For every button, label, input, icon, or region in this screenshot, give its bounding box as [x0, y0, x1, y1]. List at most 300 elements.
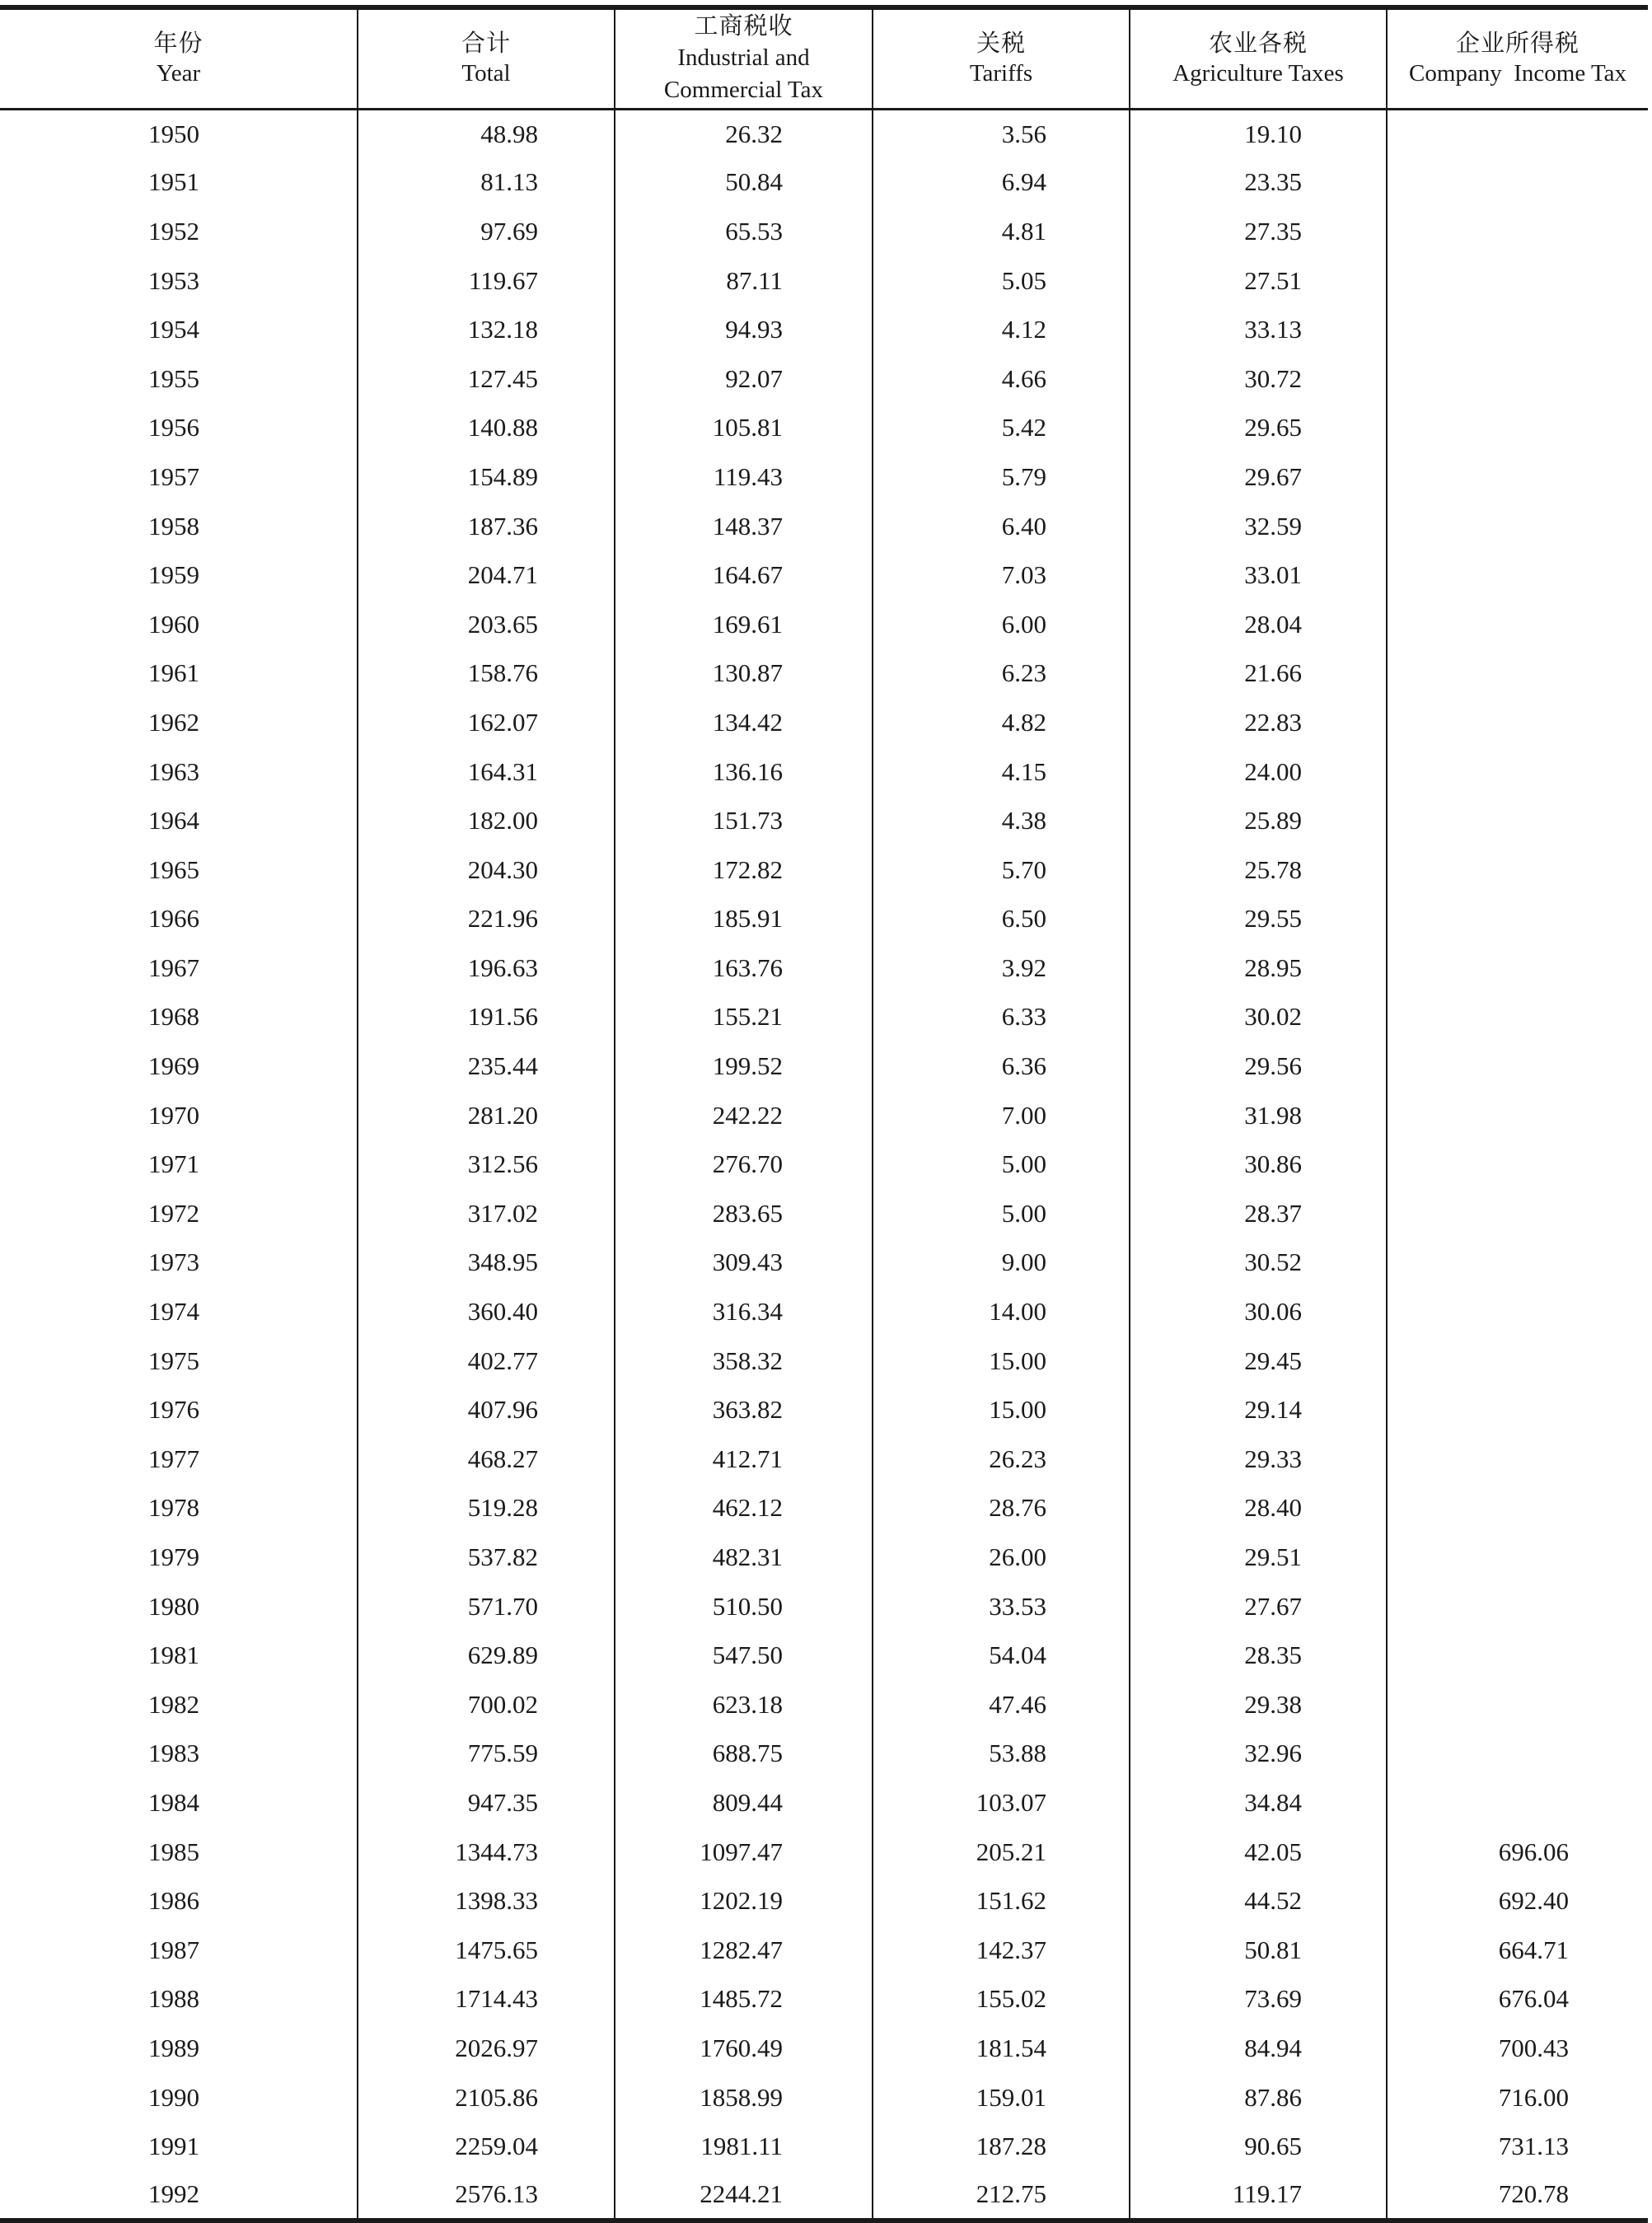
- company-income-tax-cell: [1387, 305, 1648, 354]
- tariffs-cell: 4.66: [873, 354, 1130, 404]
- tariffs-cell: 142.37: [873, 1926, 1130, 1975]
- agriculture-taxes-cell: 21.66: [1130, 649, 1387, 699]
- total-cell: 182.00: [358, 796, 615, 845]
- industrial-commercial-tax-cell: 105.81: [615, 404, 873, 453]
- industrial-commercial-tax-cell: 316.34: [615, 1287, 873, 1336]
- company-income-tax-cell: [1387, 452, 1648, 502]
- company-income-tax-cell: [1387, 1729, 1648, 1779]
- industrial-commercial-tax-cell: 688.75: [615, 1729, 873, 1779]
- company-income-tax-cell: [1387, 1582, 1648, 1631]
- tariffs-cell: 5.79: [873, 452, 1130, 502]
- tariffs-cell: 4.12: [873, 305, 1130, 354]
- year-cell: 1979: [148, 1542, 199, 1572]
- header-tariffs-en: Tariffs: [969, 60, 1033, 87]
- table-row: [0, 1385, 1648, 1434]
- agriculture-taxes-cell: 29.45: [1130, 1336, 1387, 1386]
- industrial-commercial-tax-cell: 482.31: [615, 1533, 873, 1582]
- agriculture-taxes-cell: 30.86: [1130, 1140, 1387, 1189]
- table-row: [0, 1533, 1648, 1582]
- tariffs-cell: 26.23: [873, 1434, 1130, 1484]
- agriculture-taxes-cell: 119.17: [1130, 2171, 1387, 2221]
- total-cell: 119.67: [358, 256, 615, 306]
- table-row: [0, 845, 1648, 895]
- company-income-tax-cell: 676.04: [1387, 1975, 1648, 2024]
- year-cell: 1973: [148, 1247, 199, 1277]
- year-cell: 1987: [148, 1935, 199, 1964]
- company-income-tax-cell: [1387, 943, 1648, 993]
- year-cell: 1990: [148, 2082, 199, 2112]
- tariffs-cell: 103.07: [873, 1778, 1130, 1828]
- tariffs-cell: 7.00: [873, 1091, 1130, 1140]
- agriculture-taxes-cell: 33.01: [1130, 550, 1387, 600]
- total-cell: 221.96: [358, 895, 615, 944]
- tariffs-cell: 14.00: [873, 1287, 1130, 1336]
- year-cell: 1963: [148, 756, 199, 786]
- table-row: [0, 1828, 1648, 1877]
- company-income-tax-cell: 716.00: [1387, 2073, 1648, 2122]
- agriculture-taxes-cell: 44.52: [1130, 1876, 1387, 1926]
- tariffs-cell: 187.28: [873, 2122, 1130, 2171]
- industrial-commercial-tax-cell: 363.82: [615, 1385, 873, 1434]
- total-cell: 1714.43: [358, 1975, 615, 2024]
- header-agriculture-taxes-en: Agriculture Taxes: [1172, 60, 1344, 87]
- industrial-commercial-tax-cell: 358.32: [615, 1336, 873, 1386]
- tariffs-cell: 53.88: [873, 1729, 1130, 1779]
- industrial-commercial-tax-cell: 119.43: [615, 452, 873, 502]
- industrial-commercial-tax-cell: 134.42: [615, 698, 873, 747]
- total-cell: 132.18: [358, 305, 615, 354]
- total-cell: 317.02: [358, 1189, 615, 1238]
- table-header: [0, 7, 1648, 109]
- total-cell: 1344.73: [358, 1828, 615, 1877]
- table-row: [0, 2073, 1648, 2122]
- tariffs-cell: 33.53: [873, 1582, 1130, 1631]
- total-cell: 196.63: [358, 943, 615, 993]
- tariffs-cell: 181.54: [873, 2024, 1130, 2073]
- year-cell: 1956: [148, 413, 199, 442]
- year-cell: 1989: [148, 2033, 199, 2062]
- total-cell: 2105.86: [358, 2073, 615, 2122]
- company-income-tax-cell: [1387, 404, 1648, 453]
- total-cell: 519.28: [358, 1484, 615, 1533]
- agriculture-taxes-cell: 50.81: [1130, 1926, 1387, 1975]
- year-cell: 1958: [148, 511, 199, 541]
- tariffs-cell: 159.01: [873, 2073, 1130, 2122]
- total-cell: 407.96: [358, 1385, 615, 1434]
- tariffs-cell: 212.75: [873, 2171, 1130, 2221]
- company-income-tax-cell: [1387, 354, 1648, 404]
- header-year-zh: 年份: [153, 28, 204, 57]
- header-company-income-tax-zh: 企业所得税: [1455, 28, 1579, 57]
- tariffs-cell: 6.36: [873, 1041, 1130, 1091]
- year-cell: 1962: [148, 707, 199, 737]
- header-industrial-commercial-tax: [615, 7, 873, 109]
- total-cell: 187.36: [358, 502, 615, 551]
- year-cell: 1953: [148, 265, 199, 295]
- company-income-tax-cell: [1387, 1434, 1648, 1484]
- table-row: [0, 1582, 1648, 1631]
- company-income-tax-cell: [1387, 1631, 1648, 1680]
- tariffs-cell: 5.70: [873, 845, 1130, 895]
- industrial-commercial-tax-cell: 412.71: [615, 1434, 873, 1484]
- agriculture-taxes-cell: 24.00: [1130, 747, 1387, 797]
- agriculture-taxes-cell: 42.05: [1130, 1828, 1387, 1877]
- industrial-commercial-tax-cell: 1981.11: [615, 2122, 873, 2171]
- agriculture-taxes-cell: 28.35: [1130, 1631, 1387, 1680]
- agriculture-taxes-cell: 29.38: [1130, 1680, 1387, 1729]
- total-cell: 2259.04: [358, 2122, 615, 2171]
- agriculture-taxes-cell: 22.83: [1130, 698, 1387, 747]
- total-cell: 204.71: [358, 550, 615, 600]
- header-agriculture-taxes: [1130, 7, 1387, 109]
- table-row: [0, 1041, 1648, 1091]
- total-cell: 1475.65: [358, 1926, 615, 1975]
- year-cell: 1965: [148, 854, 199, 884]
- total-cell: 191.56: [358, 993, 615, 1042]
- header-tariffs: [873, 7, 1130, 109]
- agriculture-taxes-cell: 28.40: [1130, 1484, 1387, 1533]
- agriculture-taxes-cell: 29.67: [1130, 452, 1387, 502]
- header-total-zh: 合计: [461, 28, 511, 57]
- total-cell: 312.56: [358, 1140, 615, 1189]
- year-cell: 1970: [148, 1100, 199, 1130]
- industrial-commercial-tax-cell: 1858.99: [615, 2073, 873, 2122]
- company-income-tax-cell: [1387, 502, 1648, 551]
- agriculture-taxes-cell: 25.89: [1130, 796, 1387, 845]
- total-cell: 348.95: [358, 1238, 615, 1288]
- header-row: [0, 7, 1648, 109]
- agriculture-taxes-cell: 29.33: [1130, 1434, 1387, 1484]
- table-row: [0, 404, 1648, 453]
- year-cell: 1954: [148, 315, 199, 344]
- table-row: [0, 1484, 1648, 1533]
- table-row: [0, 354, 1648, 404]
- tariffs-cell: 6.50: [873, 895, 1130, 944]
- company-income-tax-cell: 692.40: [1387, 1876, 1648, 1926]
- table-row: [0, 943, 1648, 993]
- year-cell: 1983: [148, 1739, 199, 1768]
- table-row: [0, 649, 1648, 699]
- table-row: [0, 256, 1648, 306]
- total-cell: 154.89: [358, 452, 615, 502]
- total-cell: 158.76: [358, 649, 615, 699]
- tax-revenue-table: [0, 5, 1648, 2223]
- total-cell: 127.45: [358, 354, 615, 404]
- table-row: [0, 1778, 1648, 1828]
- agriculture-taxes-cell: 27.51: [1130, 256, 1387, 306]
- industrial-commercial-tax-cell: 1282.47: [615, 1926, 873, 1975]
- year-cell: 1975: [148, 1346, 199, 1375]
- table-row: [0, 1238, 1648, 1288]
- agriculture-taxes-cell: 28.95: [1130, 943, 1387, 993]
- year-cell: 1992: [0, 2171, 358, 2221]
- total-cell: 360.40: [358, 1287, 615, 1336]
- year-cell: 1951: [148, 167, 199, 197]
- company-income-tax-cell: 720.78: [1387, 2171, 1648, 2221]
- company-income-tax-cell: [1387, 109, 1648, 158]
- year-cell: 1981: [148, 1640, 199, 1670]
- company-income-tax-cell: [1387, 1287, 1648, 1336]
- year-cell: 1961: [148, 658, 199, 688]
- company-income-tax-cell: 731.13: [1387, 2122, 1648, 2171]
- year-cell: 1972: [148, 1198, 199, 1228]
- year-cell: 1955: [148, 363, 199, 393]
- agriculture-taxes-cell: 34.84: [1130, 1778, 1387, 1828]
- tariffs-cell: 15.00: [873, 1336, 1130, 1386]
- agriculture-taxes-cell: 23.35: [1130, 158, 1387, 208]
- total-cell: 1398.33: [358, 1876, 615, 1926]
- table-row: [0, 600, 1648, 649]
- tariffs-cell: 5.00: [873, 1140, 1130, 1189]
- industrial-commercial-tax-cell: 283.65: [615, 1189, 873, 1238]
- total-cell: 281.20: [358, 1091, 615, 1140]
- industrial-commercial-tax-cell: 130.87: [615, 649, 873, 699]
- total-cell: 947.35: [358, 1778, 615, 1828]
- total-cell: 48.98: [358, 109, 615, 158]
- company-income-tax-cell: 700.43: [1387, 2024, 1648, 2073]
- tariffs-cell: 4.38: [873, 796, 1130, 845]
- company-income-tax-cell: [1387, 993, 1648, 1042]
- tariffs-cell: 7.03: [873, 550, 1130, 600]
- agriculture-taxes-cell: 31.98: [1130, 1091, 1387, 1140]
- industrial-commercial-tax-cell: 809.44: [615, 1778, 873, 1828]
- company-income-tax-cell: [1387, 158, 1648, 208]
- total-cell: 204.30: [358, 845, 615, 895]
- year-cell: 1980: [148, 1591, 199, 1621]
- table-row: [0, 747, 1648, 797]
- table-row: [0, 1729, 1648, 1779]
- header-company-income-tax-en: Company Income Tax: [1408, 60, 1627, 87]
- tariffs-cell: 205.21: [873, 1828, 1130, 1877]
- company-income-tax-cell: 664.71: [1387, 1926, 1648, 1975]
- industrial-commercial-tax-cell: 172.82: [615, 845, 873, 895]
- industrial-commercial-tax-cell: 26.32: [615, 109, 873, 158]
- year-cell: 1974: [148, 1297, 199, 1327]
- tariffs-cell: 4.82: [873, 698, 1130, 747]
- header-industrial-commercial-tax-zh: 工商税收: [694, 12, 793, 40]
- tariffs-cell: 6.94: [873, 158, 1130, 208]
- agriculture-taxes-cell: 33.13: [1130, 305, 1387, 354]
- industrial-commercial-tax-cell: 1097.47: [615, 1828, 873, 1877]
- industrial-commercial-tax-cell: 276.70: [615, 1140, 873, 1189]
- table-row: [0, 2122, 1648, 2171]
- industrial-commercial-tax-cell: 185.91: [615, 895, 873, 944]
- table-row: [0, 1975, 1648, 2024]
- header-total-en: Total: [461, 60, 511, 87]
- table-row: [0, 993, 1648, 1042]
- industrial-commercial-tax-cell: 148.37: [615, 502, 873, 551]
- industrial-commercial-tax-cell: 136.16: [615, 747, 873, 797]
- year-cell: 1952: [148, 216, 199, 246]
- table-row: [0, 305, 1648, 354]
- header-industrial-commercial-tax-en-line2: Commercial Tax: [663, 77, 824, 104]
- agriculture-taxes-cell: 30.72: [1130, 354, 1387, 404]
- total-cell: 2026.97: [358, 2024, 615, 2073]
- tariffs-cell: 54.04: [873, 1631, 1130, 1680]
- year-cell: 1950: [148, 119, 199, 148]
- company-income-tax-cell: [1387, 698, 1648, 747]
- table-row: [0, 1091, 1648, 1140]
- total-cell: 402.77: [358, 1336, 615, 1386]
- year-cell: 1964: [148, 806, 199, 835]
- tariffs-cell: 6.23: [873, 649, 1130, 699]
- agriculture-taxes-cell: 87.86: [1130, 2073, 1387, 2122]
- industrial-commercial-tax-cell: 462.12: [615, 1484, 873, 1533]
- table-body: [0, 109, 1648, 2221]
- table-row: [0, 1189, 1648, 1238]
- industrial-commercial-tax-cell: 242.22: [615, 1091, 873, 1140]
- agriculture-taxes-cell: 27.67: [1130, 1582, 1387, 1631]
- company-income-tax-cell: [1387, 649, 1648, 699]
- year-cell: 1966: [148, 904, 199, 934]
- company-income-tax-cell: [1387, 1140, 1648, 1189]
- company-income-tax-cell: 696.06: [1387, 1828, 1648, 1877]
- total-cell: 203.65: [358, 600, 615, 649]
- table-row: [0, 502, 1648, 551]
- total-cell: 571.70: [358, 1582, 615, 1631]
- tariffs-cell: 6.33: [873, 993, 1130, 1042]
- total-cell: 775.59: [358, 1729, 615, 1779]
- table-row: [0, 207, 1648, 256]
- table-row: [0, 1434, 1648, 1484]
- company-income-tax-cell: [1387, 796, 1648, 845]
- header-total: [358, 7, 615, 109]
- company-income-tax-cell: [1387, 207, 1648, 256]
- company-income-tax-cell: [1387, 256, 1648, 306]
- year-cell: 1984: [148, 1787, 199, 1817]
- industrial-commercial-tax-cell: 547.50: [615, 1631, 873, 1680]
- table-row: [0, 1631, 1648, 1680]
- industrial-commercial-tax-cell: 163.76: [615, 943, 873, 993]
- table-row: [0, 1680, 1648, 1729]
- company-income-tax-cell: [1387, 747, 1648, 797]
- industrial-commercial-tax-cell: 1485.72: [615, 1975, 873, 2024]
- company-income-tax-cell: [1387, 1041, 1648, 1091]
- tariffs-cell: 5.05: [873, 256, 1130, 306]
- agriculture-taxes-cell: 73.69: [1130, 1975, 1387, 2024]
- company-income-tax-cell: [1387, 1189, 1648, 1238]
- year-cell: 1959: [148, 560, 199, 590]
- year-cell: 1971: [148, 1149, 199, 1179]
- total-cell: 140.88: [358, 404, 615, 453]
- tariffs-cell: 6.40: [873, 502, 1130, 551]
- header-tariffs-zh: 关税: [976, 28, 1026, 57]
- header-agriculture-taxes-zh: 农业各税: [1208, 28, 1308, 57]
- agriculture-taxes-cell: 25.78: [1130, 845, 1387, 895]
- year-cell: 1982: [148, 1689, 199, 1719]
- year-cell: 1968: [148, 1002, 199, 1032]
- tariffs-cell: 15.00: [873, 1385, 1130, 1434]
- total-cell: 97.69: [358, 207, 615, 256]
- table-row: [0, 158, 1648, 208]
- agriculture-taxes-cell: 90.65: [1130, 2122, 1387, 2171]
- company-income-tax-cell: [1387, 1533, 1648, 1582]
- year-cell: 1969: [148, 1051, 199, 1081]
- total-cell: 2576.13: [358, 2171, 615, 2221]
- industrial-commercial-tax-cell: 1202.19: [615, 1876, 873, 1926]
- tariffs-cell: 9.00: [873, 1238, 1130, 1288]
- company-income-tax-cell: [1387, 1336, 1648, 1386]
- industrial-commercial-tax-cell: 510.50: [615, 1582, 873, 1631]
- table-row: [0, 1336, 1648, 1386]
- industrial-commercial-tax-cell: 94.93: [615, 305, 873, 354]
- tariffs-cell: 3.92: [873, 943, 1130, 993]
- agriculture-taxes-cell: 29.51: [1130, 1533, 1387, 1582]
- year-cell: 1957: [148, 461, 199, 491]
- year-cell: 1978: [148, 1493, 199, 1523]
- table-row: [0, 2024, 1648, 2073]
- industrial-commercial-tax-cell: 169.61: [615, 600, 873, 649]
- tariffs-cell: 155.02: [873, 1975, 1130, 2024]
- total-cell: 537.82: [358, 1533, 615, 1582]
- year-cell: 1986: [148, 1886, 199, 1916]
- industrial-commercial-tax-cell: 92.07: [615, 354, 873, 404]
- industrial-commercial-tax-cell: 65.53: [615, 207, 873, 256]
- company-income-tax-cell: [1387, 1091, 1648, 1140]
- total-cell: 162.07: [358, 698, 615, 747]
- company-income-tax-cell: [1387, 1238, 1648, 1288]
- agriculture-taxes-cell: 29.14: [1130, 1385, 1387, 1434]
- total-cell: 81.13: [358, 158, 615, 208]
- header-company-income-tax: [1387, 7, 1648, 109]
- year-cell: 1960: [148, 609, 199, 639]
- tariffs-cell: 5.00: [873, 1189, 1130, 1238]
- header-industrial-commercial-tax-en-line1: Industrial and: [677, 44, 810, 71]
- agriculture-taxes-cell: 84.94: [1130, 2024, 1387, 2073]
- total-cell: 629.89: [358, 1631, 615, 1680]
- table-row: [0, 796, 1648, 845]
- company-income-tax-cell: [1387, 895, 1648, 944]
- tariffs-cell: 4.15: [873, 747, 1130, 797]
- agriculture-taxes-cell: 19.10: [1130, 109, 1387, 158]
- table-row: [0, 1287, 1648, 1336]
- agriculture-taxes-cell: 27.35: [1130, 207, 1387, 256]
- industrial-commercial-tax-cell: 2244.21: [615, 2171, 873, 2221]
- industrial-commercial-tax-cell: 151.73: [615, 796, 873, 845]
- industrial-commercial-tax-cell: 164.67: [615, 550, 873, 600]
- industrial-commercial-tax-cell: 623.18: [615, 1680, 873, 1729]
- agriculture-taxes-cell: 29.55: [1130, 895, 1387, 944]
- agriculture-taxes-cell: 29.65: [1130, 404, 1387, 453]
- header-year: [0, 7, 358, 109]
- total-cell: 700.02: [358, 1680, 615, 1729]
- agriculture-taxes-cell: 28.04: [1130, 600, 1387, 649]
- tariffs-cell: 151.62: [873, 1876, 1130, 1926]
- company-income-tax-cell: [1387, 1680, 1648, 1729]
- tariffs-cell: 5.42: [873, 404, 1130, 453]
- company-income-tax-cell: [1387, 1385, 1648, 1434]
- total-cell: 468.27: [358, 1434, 615, 1484]
- agriculture-taxes-cell: 30.02: [1130, 993, 1387, 1042]
- total-cell: 235.44: [358, 1041, 615, 1091]
- table-row: [0, 1140, 1648, 1189]
- company-income-tax-cell: [1387, 845, 1648, 895]
- header-year-en: Year: [156, 60, 201, 87]
- industrial-commercial-tax-cell: 87.11: [615, 256, 873, 306]
- company-income-tax-cell: [1387, 1778, 1648, 1828]
- table-row: [0, 895, 1648, 944]
- company-income-tax-cell: [1387, 1484, 1648, 1533]
- industrial-commercial-tax-cell: 309.43: [615, 1238, 873, 1288]
- total-cell: 164.31: [358, 747, 615, 797]
- table-row: [0, 1876, 1648, 1926]
- table-row: [0, 550, 1648, 600]
- agriculture-taxes-cell: 32.96: [1130, 1729, 1387, 1779]
- table-row: [0, 1926, 1648, 1975]
- agriculture-taxes-cell: 28.37: [1130, 1189, 1387, 1238]
- table-row: [0, 2171, 1648, 2221]
- tariffs-cell: 6.00: [873, 600, 1130, 649]
